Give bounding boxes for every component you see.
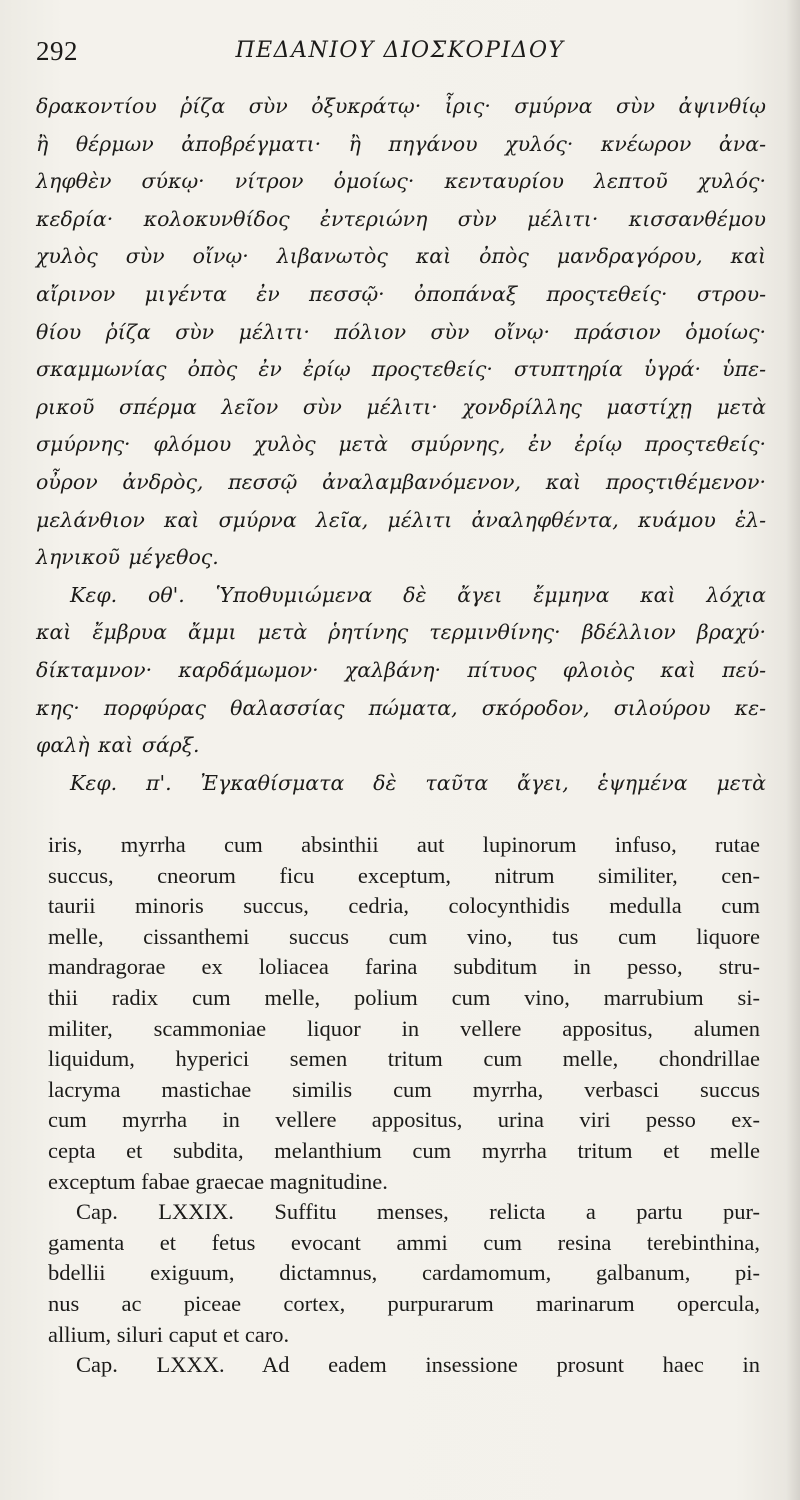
greek-line: ρικοῦ σπέρμα λεῖον σὺν μέλιτι· χονδρίλλης μαστίχῃ μετὰ <box>36 394 766 419</box>
latin-chapter-heading: Cap. LXXX. Ad eadem insessione prosunt haec in <box>76 1352 760 1378</box>
page-edge-shadow <box>786 0 800 1500</box>
latin-line: lacryma mastichae similis cum myrrha, verbasci succus <box>48 1076 760 1102</box>
greek-line: σκαμμωνίας ὀπὸς ἐν ἐρίῳ προςτεθείς· στυπτηρία ὑγρά· ὑπε- <box>36 357 766 382</box>
greek-line: σμύρνης· φλόμου χυλὸς μετὰ σμύρνης, ἐν ἐρίῳ προςτεθείς· <box>36 432 766 457</box>
page-header <box>36 36 764 76</box>
greek-line: οὖρον ἀνδρὸς, πεσσῷ ἀναλαμβανόμενον, καὶ προςτιθέμενον· <box>36 469 766 494</box>
greek-line: δίκταμνον· καρδάμωμον· χαλβάνη· πίτυος φλοιὸς καὶ πεύ- <box>36 657 766 682</box>
page-number: 292 <box>36 36 78 66</box>
latin-line: nus ac piceae cortex, purpurarum marinarum opercula, <box>48 1290 760 1316</box>
greek-text-block <box>36 88 766 802</box>
greek-line: κεδρία· κολοκυνθίδος ἐντεριώνη σὺν μέλιτι· κισσανθέμου <box>36 206 766 231</box>
greek-chapter-heading: Κεφ. π'. Ἐγκαθίσματα δὲ ταῦτα ἄγει, ἑψημένα μετὰ <box>70 770 766 795</box>
latin-line: cepta et subdita, melanthium cum myrrha tritum et melle <box>48 1137 760 1163</box>
greek-line: χυλὸς σὺν οἴνῳ· λιβανωτὸς καὶ ὀπὸς μανδραγόρου, καὶ <box>36 244 766 269</box>
latin-text-block <box>48 830 760 1381</box>
greek-line: αἴρινον μιγέντα ἐν πεσσῷ· ὀποπάναξ προςτεθείς· στρου- <box>36 281 766 306</box>
greek-line: ληνικοῦ μέγεθος. <box>36 545 219 570</box>
latin-chapter-heading: Cap. LXXIX. Suffitu menses, relicta a partu pur- <box>76 1199 760 1225</box>
greek-line: ληφθὲν σύκῳ· νίτρον ὁμοίως· κενταυρίου λεπτοῦ χυλός· <box>36 169 766 194</box>
latin-line: exceptum fabae graecae magnitudine. <box>48 1168 388 1194</box>
latin-line: mandragorae ex loliacea farina subditum in pesso, stru- <box>48 954 760 980</box>
latin-line: succus, cneorum ficu exceptum, nitrum similiter, cen- <box>48 862 760 888</box>
latin-line: thii radix cum melle, polium cum vino, marrubium si- <box>48 984 760 1010</box>
running-head: ΠΕΔΑΝΙΟΥ ΔΙΟΣΚΟΡΙΔΟΥ <box>235 38 565 63</box>
latin-line: taurii minoris succus, cedria, colocynthidis medulla cum <box>48 893 760 919</box>
greek-line: ἢ θέρμων ἀποβρέγματι· ἢ πηγάνου χυλός· κνέωρον ἀνα- <box>36 131 766 156</box>
greek-line: καὶ ἔμβρυα ἄμμι μετὰ ῥητίνης τερμινθίνης· βδέλλιον βραχύ· <box>36 620 766 645</box>
greek-chapter-heading: Κεφ. οθ'. Ὑποθυμιώμενα δὲ ἄγει ἔμμηνα καὶ λόχια <box>70 582 766 607</box>
greek-line: δρακοντίου ῥίζα σὺν ὀξυκράτῳ· ἶρις· σμύρνα σὺν ἀψινθίῳ <box>36 94 766 118</box>
latin-line: cum myrrha in vellere appositus, urina viri pesso ex- <box>48 1107 760 1133</box>
greek-line: κης· πορφύρας θαλασσίας πώματα, σκόροδον, σιλούρου κε- <box>36 695 766 720</box>
latin-line: militer, scammoniae liquor in vellere appositus, alumen <box>48 1015 760 1041</box>
latin-line: melle, cissanthemi succus cum vino, tus cum liquore <box>48 923 760 949</box>
latin-line: allium, siluri caput et caro. <box>48 1321 290 1347</box>
greek-line: φαλὴ καὶ σάρξ. <box>36 733 200 758</box>
latin-line: bdellii exiguum, dictamnus, cardamomum, galbanum, pi- <box>48 1260 760 1286</box>
greek-line: θίου ῥίζα σὺν μέλιτι· πόλιον σὺν οἴνῳ· πράσιον ὁμοίως· <box>36 319 766 344</box>
latin-line: iris, myrrha cum absinthii aut lupinorum infuso, rutae <box>48 832 760 857</box>
latin-line: liquidum, hyperici semen tritum cum melle, chondrillae <box>48 1046 760 1072</box>
greek-line: μελάνθιον καὶ σμύρνα λεῖα, μέλιτι ἀναληφθέντα, κυάμου ἑλ- <box>36 507 766 532</box>
latin-line: gamenta et fetus evocant ammi cum resina terebinthina, <box>48 1229 760 1255</box>
